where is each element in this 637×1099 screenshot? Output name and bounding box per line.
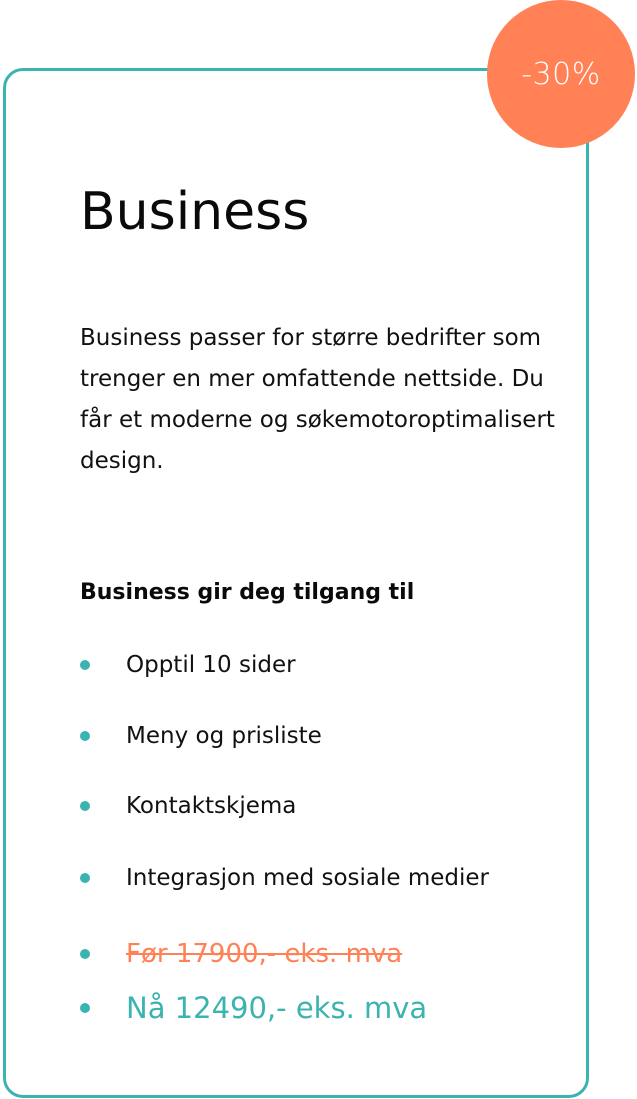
new-price-item — [80, 988, 580, 1028]
feature-item — [80, 645, 580, 685]
bullet-icon — [80, 731, 90, 741]
bullet-icon — [80, 873, 90, 883]
old-price-item — [80, 934, 580, 974]
feature-item-label: Kontaktskjema — [126, 793, 297, 819]
feature-item — [80, 858, 580, 898]
feature-item-label: Integrasjon med sosiale medier — [126, 865, 490, 891]
bullet-icon — [80, 660, 90, 670]
plan-description: Business passer for større bedrifter som trenger en mer omfattende nettside. Du får et moderne og søkemotoroptimalisert design. — [80, 325, 555, 474]
discount-badge — [487, 0, 635, 148]
feature-item — [80, 786, 580, 826]
bullet-icon — [80, 949, 90, 959]
discount-badge-label: -30% — [521, 56, 601, 92]
feature-item-label: Opptil 10 sider — [126, 652, 296, 678]
features-heading: Business gir deg tilgang til — [80, 580, 415, 605]
plan-title: Business — [80, 182, 310, 242]
old-price: Før 17900,- eks. mva — [126, 939, 403, 969]
bullet-icon — [80, 1003, 90, 1013]
bullet-icon — [80, 801, 90, 811]
new-price: Nå 12490,- eks. mva — [126, 991, 428, 1025]
feature-item-label: Meny og prisliste — [126, 723, 322, 749]
feature-item — [80, 716, 580, 756]
